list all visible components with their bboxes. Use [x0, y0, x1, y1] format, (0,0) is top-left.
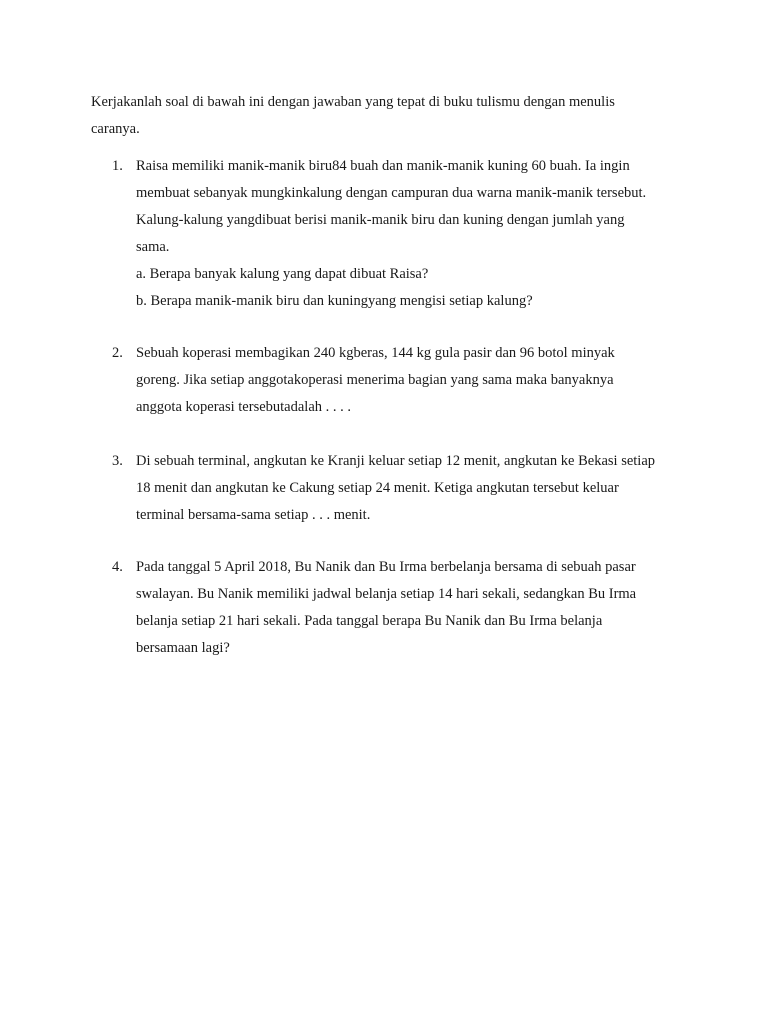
sub-question-b: b. Berapa manik-manik biru dan kuningyang mengisi setiap kalung?	[136, 293, 533, 309]
question-line: 18 menit dan angkutan ke Cakung setiap 24 menit. Ketiga angkutan tersebut keluar	[136, 480, 619, 496]
question-line: Raisa memiliki manik-manik biru84 buah dan manik-manik kuning 60 buah. Ia ingin	[136, 158, 630, 174]
question-line: sama.	[136, 239, 170, 255]
instructions-paragraph	[91, 89, 671, 143]
question-line: belanja setiap 21 hari sekali. Pada tanggal berapa Bu Nanik dan Bu Irma belanja	[136, 613, 603, 629]
instructions-line: Kerjakanlah soal di bawah ini dengan jawaban yang tepat di buku tulismu dengan menulis	[91, 94, 615, 110]
question-line: goreng. Jika setiap anggotakoperasi menerima bagian yang sama maka banyaknya	[136, 372, 614, 388]
question-line: bersamaan lagi?	[136, 640, 230, 656]
instructions-line: caranya.	[91, 121, 140, 137]
question-number: 1.	[112, 158, 123, 174]
sub-question-a: a. Berapa banyak kalung yang dapat dibuat Raisa?	[136, 266, 429, 282]
question-text	[136, 340, 696, 421]
question-line: Pada tanggal 5 April 2018, Bu Nanik dan Bu Irma berbelanja bersama di sebuah pasar	[136, 559, 636, 575]
question-line: Di sebuah terminal, angkutan ke Kranji keluar setiap 12 menit, angkutan ke Bekasi setiap	[136, 453, 656, 469]
question-line: Kalung-kalung yangdibuat berisi manik-manik biru dan kuning dengan jumlah yang	[136, 212, 625, 228]
question-text	[136, 554, 696, 662]
question-number: 4.	[112, 559, 123, 575]
question-text	[136, 448, 696, 529]
question-text	[136, 153, 696, 315]
question-number: 2.	[112, 345, 123, 361]
question-line: swalayan. Bu Nanik memiliki jadwal belanja setiap 14 hari sekali, sedangkan Bu Irma	[136, 586, 637, 602]
question-line: membuat sebanyak mungkinkalung dengan campuran dua warna manik-manik tersebut.	[136, 185, 647, 201]
question-number: 3.	[112, 453, 123, 469]
question-line: anggota koperasi tersebutadalah . . . .	[136, 399, 352, 415]
question-line: Sebuah koperasi membagikan 240 kgberas, 144 kg gula pasir dan 96 botol minyak	[136, 345, 615, 361]
question-line: terminal bersama-sama setiap . . . menit.	[136, 507, 371, 523]
